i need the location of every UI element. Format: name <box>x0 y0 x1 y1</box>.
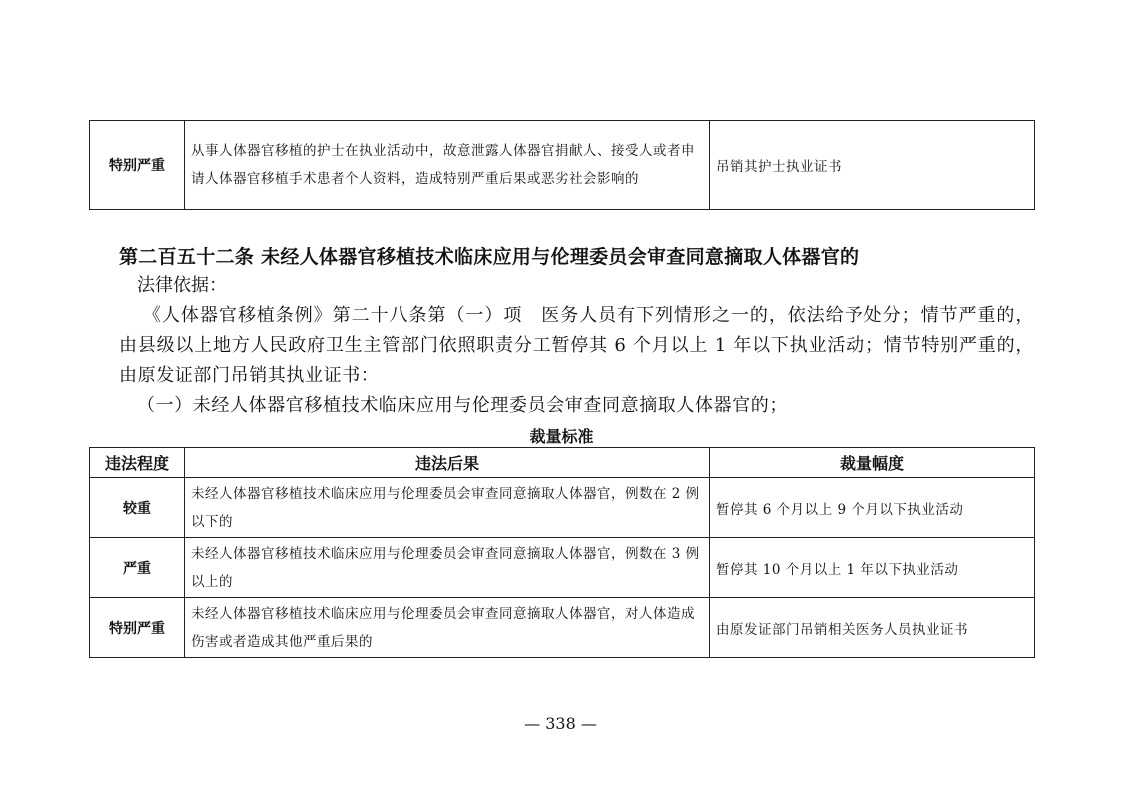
consequence-cell: 未经人体器官移植技术临床应用与伦理委员会审查同意摘取人体器官，例数在 2 例以下的 <box>185 478 710 538</box>
header-consequence: 违法后果 <box>185 448 710 478</box>
consequence-cell: 未经人体器官移植技术临床应用与伦理委员会审查同意摘取人体器官，例数在 3 例以上的 <box>185 538 710 598</box>
article-title: 第二百五十二条 未经人体器官移植技术临床应用与伦理委员会审查同意摘取人体器官的 <box>119 246 860 268</box>
penalty-cell: 吊销其护士执业证书 <box>710 121 1035 210</box>
severity-cell: 较重 <box>90 478 185 538</box>
severity-cell: 严重 <box>90 538 185 598</box>
penalty-cell: 暂停其 10 个月以上 1 年以下执业活动 <box>710 538 1035 598</box>
standard-table <box>89 447 1035 658</box>
penalty-cell: 暂停其 6 个月以上 9 个月以下执业活动 <box>710 478 1035 538</box>
table-caption: 裁量标准 <box>529 427 594 446</box>
consequence-cell: 从事人体器官移植的护士在执业活动中，故意泄露人体器官捐献人、接受人或者申请人体器官移植手术患者个人资料，造成特别严重后果或恶劣社会影响的 <box>185 121 710 210</box>
severity-cell: 特别严重 <box>90 598 185 658</box>
severity-cell: 特别严重 <box>90 121 185 210</box>
page-number: — 338 — <box>524 714 597 733</box>
consequence-cell: 未经人体器官移植技术临床应用与伦理委员会审查同意摘取人体器官，对人体造成伤害或者造成其他严重后果的 <box>185 598 710 658</box>
penalty-cell: 由原发证部门吊销相关医务人员执业证书 <box>710 598 1035 658</box>
table-header-row <box>90 448 1035 478</box>
article-item: （一）未经人体器官移植技术临床应用与伦理委员会审查同意摘取人体器官的； <box>137 395 788 416</box>
header-penalty: 裁量幅度 <box>710 448 1035 478</box>
table-row <box>90 598 1035 658</box>
header-severity: 违法程度 <box>90 448 185 478</box>
table-row <box>90 121 1035 210</box>
top-table <box>89 120 1035 210</box>
table-row <box>90 478 1035 538</box>
legal-basis-label: 法律依据： <box>137 275 227 296</box>
table-row <box>90 538 1035 598</box>
legal-basis-text: 《人体器官移植条例》第二十八条第（一）项 医务人员有下列情形之一的，依法给予处分；情节严重的，由县级以上地方人民政府卫生主管部门依照职责分工暂停其 6 个月以上 1 年以下执业活动；情节特别严重的，由原发证部门吊销其执业证书： <box>119 305 1034 386</box>
